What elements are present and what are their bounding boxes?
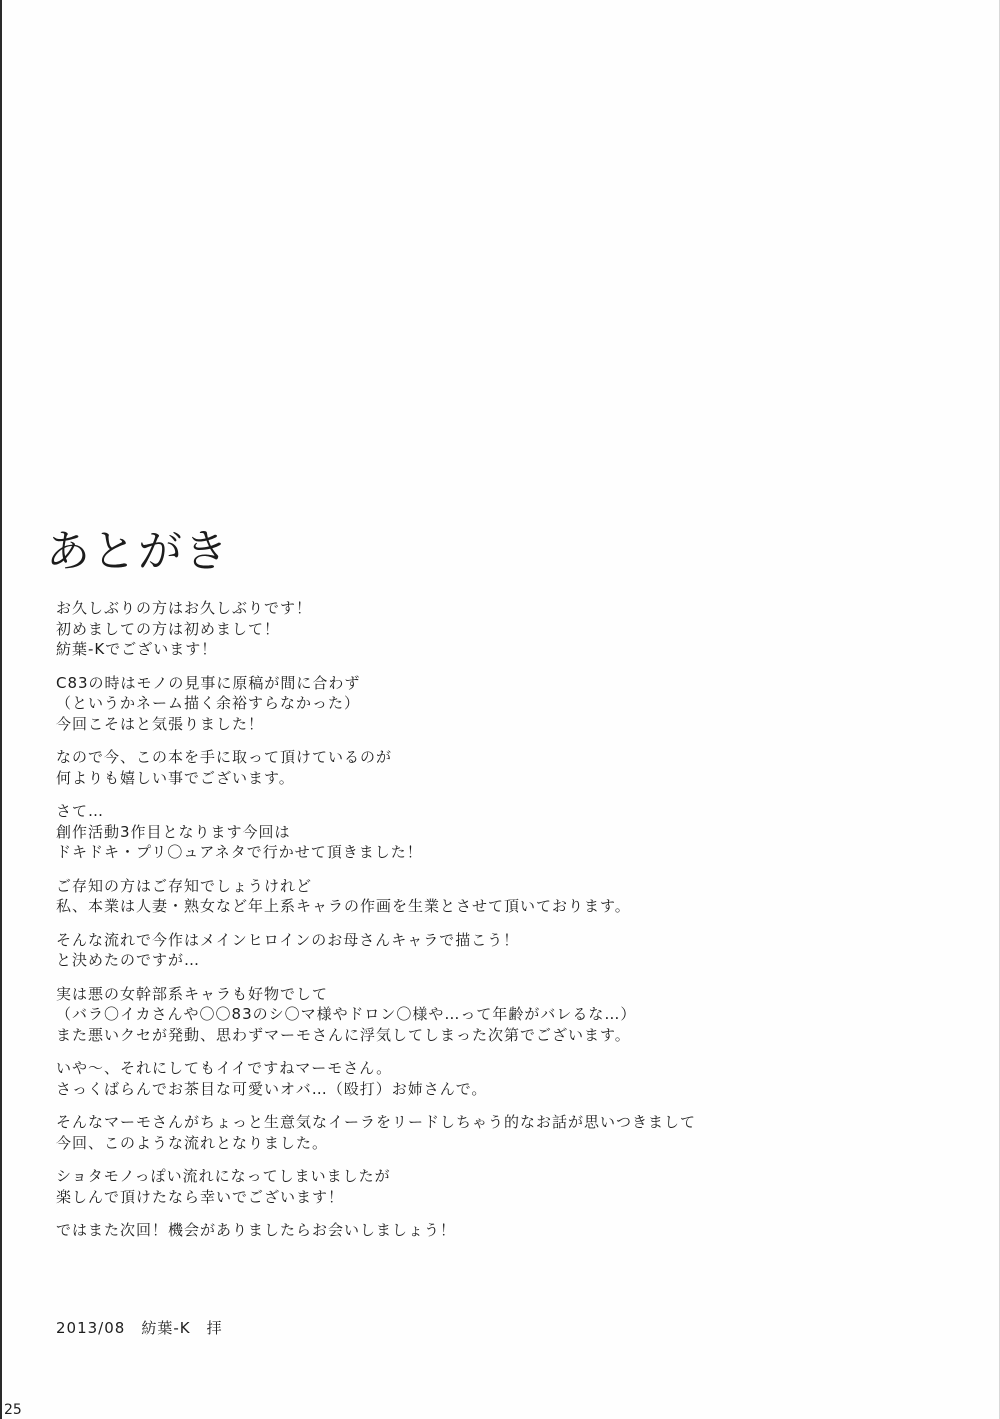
afterword-paragraph: [56, 1058, 956, 1099]
text-line: そんなマーモさんがちょっと生意気なイーラをリードしちゃう的なお話が思いつきまして: [56, 1113, 697, 1131]
afterword-paragraph: [56, 930, 956, 971]
text-line: ではまた次回！機会がありましたらお会いしましょう！: [56, 1221, 457, 1239]
text-line: （バラ〇イカさんや〇〇83のシ〇マ様やドロン〇様や…って年齢がバレるな…）: [56, 1005, 637, 1023]
text-line: 何よりも嬉しい事でございます。: [56, 768, 295, 787]
text-line: いや～、それにしてもイイですねマーモさん。: [56, 1059, 393, 1077]
afterword-paragraph: [56, 1112, 956, 1153]
text-line: （というかネーム描く余裕すらなかった）: [56, 694, 361, 712]
text-line: 私、本業は人妻・熟女など年上系キャラの作画を生業とさせて頂いております。: [56, 897, 631, 915]
text-line: お久しぶりの方はお久しぶりです！: [56, 599, 313, 617]
text-line: ドキドキ・プリ〇ュアネタで行かせて頂きました！: [56, 843, 423, 861]
scan-edge-left: [0, 0, 2, 1419]
afterword-paragraph: [56, 1166, 956, 1207]
text-line: 今回、このような流れとなりました。: [56, 1133, 329, 1152]
text-line: 今回こそはと気張りました！: [56, 714, 265, 733]
afterword-title: あとがき: [46, 526, 230, 577]
afterword-signature: 2013/08 紡葉-K 拝: [56, 1319, 223, 1337]
text-line: ご存知の方はご存知でしょうけれど: [56, 876, 313, 895]
text-line: さっくばらんでお茶目な可愛いオバ…（殴打）お姉さんで。: [56, 1079, 488, 1098]
text-line: なので今、この本を手に取って頂けているのが: [56, 748, 393, 766]
text-line: また悪いクセが発動、思わずマーモさんに浮気してしまった次第でございます。: [56, 1025, 631, 1044]
text-line: C83の時はモノの見事に原稿が間に合わず: [56, 673, 361, 692]
afterword-paragraph: [56, 747, 956, 788]
text-line: 楽しんで頂けたなら幸いでございます！: [56, 1187, 345, 1206]
text-line: と決めたのですが…: [56, 951, 201, 969]
text-line: 実は悪の女幹部系キャラも好物でして: [56, 984, 329, 1003]
afterword-paragraph: [56, 673, 956, 735]
afterword-paragraph: [56, 876, 956, 917]
text-line: さて…: [56, 802, 105, 820]
afterword-paragraph: [56, 598, 956, 660]
afterword-paragraph: [56, 801, 956, 863]
text-line: 紡葉-Kでございます！: [56, 640, 218, 658]
afterword-body: [56, 598, 956, 1254]
text-line: 初めましての方は初めまして！: [56, 619, 281, 638]
afterword-paragraph: [56, 984, 956, 1046]
text-line: 創作活動3作目となります今回は: [56, 822, 291, 841]
page-number: 25: [4, 1402, 22, 1418]
text-line: そんな流れで今作はメインヒロインのお母さんキャラで描こう！: [56, 930, 520, 949]
text-line: ショタモノっぽい流れになってしまいましたが: [56, 1167, 391, 1185]
afterword-paragraph: [56, 1220, 956, 1241]
